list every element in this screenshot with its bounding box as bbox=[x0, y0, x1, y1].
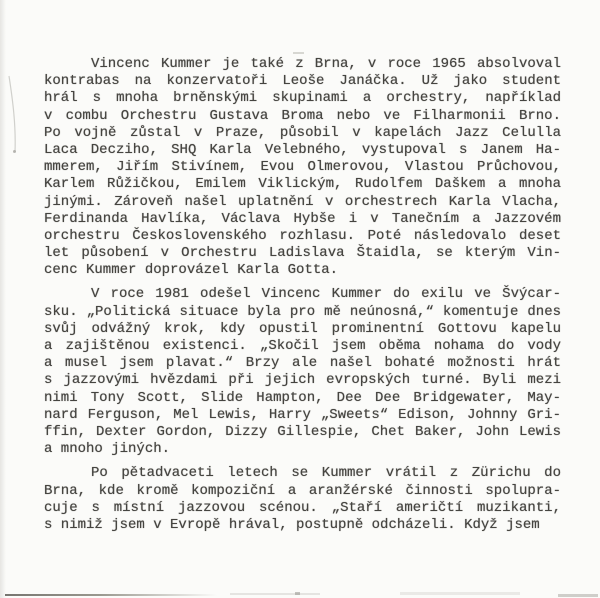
text-line: orchestru Československého rozhlasu. Poté následovalo deset bbox=[44, 227, 561, 244]
text-line: cuje s místní jazzovou scénou. „Staří američtí muzikanti, bbox=[44, 499, 561, 516]
text-line: Po pětadvaceti letech se Kummer vrátil z Zürichu do bbox=[91, 465, 561, 482]
text-line: s jazzovými hvězdami při jejich evropských turné. Byli mezi bbox=[44, 372, 561, 389]
text-line: cenc Kummer doprovázel Karla Gotta. bbox=[44, 262, 339, 279]
text-line: a musel jsem plavat.“ Brzy ale našel bohaté možnosti hrát bbox=[44, 355, 561, 372]
scan-artifact-hair-line bbox=[0, 70, 26, 162]
scan-artifact-bottom-line bbox=[5, 594, 217, 596]
scan-artifact-top-dash bbox=[293, 52, 304, 54]
scan-artifact-dot bbox=[295, 592, 300, 595]
text-line: Vincenc Kummer je také z Brna, v roce 1965 absolvoval bbox=[91, 56, 561, 72]
text-line: Po vojně zůstal v Praze, působil v kapelách Jazz Celulla bbox=[44, 124, 561, 141]
text-line: nimi Tony Scott, Slide Hampton, Dee Dee Bridgewater, May- bbox=[44, 389, 561, 406]
scan-artifact-smudge bbox=[400, 592, 520, 595]
text-line: jinými. Zároveň našel uplatnění v orchestrech Karla Vlacha, bbox=[44, 193, 561, 210]
body-text bbox=[44, 56, 561, 534]
text-line: V roce 1981 odešel Vincenc Kummer do exilu ve Švýcar- bbox=[91, 286, 561, 303]
text-line: ffin, Dexter Gordon, Dizzy Gillespie, Chet Baker, John Lewis bbox=[44, 423, 561, 440]
text-line: a mnoho jiných. bbox=[44, 441, 171, 458]
scan-artifact-smudge bbox=[230, 593, 320, 595]
text-line: s nimiž jsem v Evropě hrával, postupně odcházeli. Když jsem bbox=[44, 516, 540, 533]
text-line: Ferdinanda Havlíka, Václava Hybše i v Tanečním a Jazzovém bbox=[44, 210, 561, 227]
paragraph bbox=[44, 465, 561, 534]
paragraph bbox=[44, 56, 561, 279]
text-line: v combu Orchestru Gustava Broma nebo ve Filharmonii Brno. bbox=[44, 107, 561, 124]
text-line: Karlem Růžičkou, Emilem Viklickým, Rudolfem Daškem a mnoha bbox=[44, 176, 561, 193]
page-left-edge-shade bbox=[0, 0, 6, 598]
text-line: Brna, kde kromě kompoziční a aranžérské činnosti spolupra- bbox=[44, 482, 561, 499]
text-line: hrál s mnoha brněnskými skupinami a orchestry, například bbox=[44, 90, 561, 107]
text-line: kontrabas na konzervatoři Leoše Janáčka. Už jako student bbox=[44, 73, 561, 90]
text-line: let působení v Orchestru Ladislava Štaidla, se kterým Vin- bbox=[44, 245, 561, 262]
text-line: svůj odvážný krok, kdy opustil prominentní Gottovu kapelu bbox=[44, 320, 561, 337]
text-line: sku. „Politická situace byla pro mě neúnosná,“ komentuje dnes bbox=[44, 303, 561, 320]
text-line: a zajištěnou existenci. „Skočil jsem oběma nohama do vody bbox=[44, 338, 561, 354]
scan-artifact-smudge bbox=[558, 594, 598, 597]
paragraph bbox=[44, 286, 561, 458]
text-line: Laca Decziho, SHQ Karla Velebného, vystupoval s Janem Ha- bbox=[44, 141, 561, 158]
scan-artifact-dot bbox=[13, 150, 16, 153]
text-line: nard Ferguson, Mel Lewis, Harry „Sweets“ Edison, Johnny Gri- bbox=[44, 406, 561, 423]
text-line: mmerem, Jiřím Stivínem, Evou Olmerovou, Vlastou Průchovou, bbox=[44, 159, 561, 176]
